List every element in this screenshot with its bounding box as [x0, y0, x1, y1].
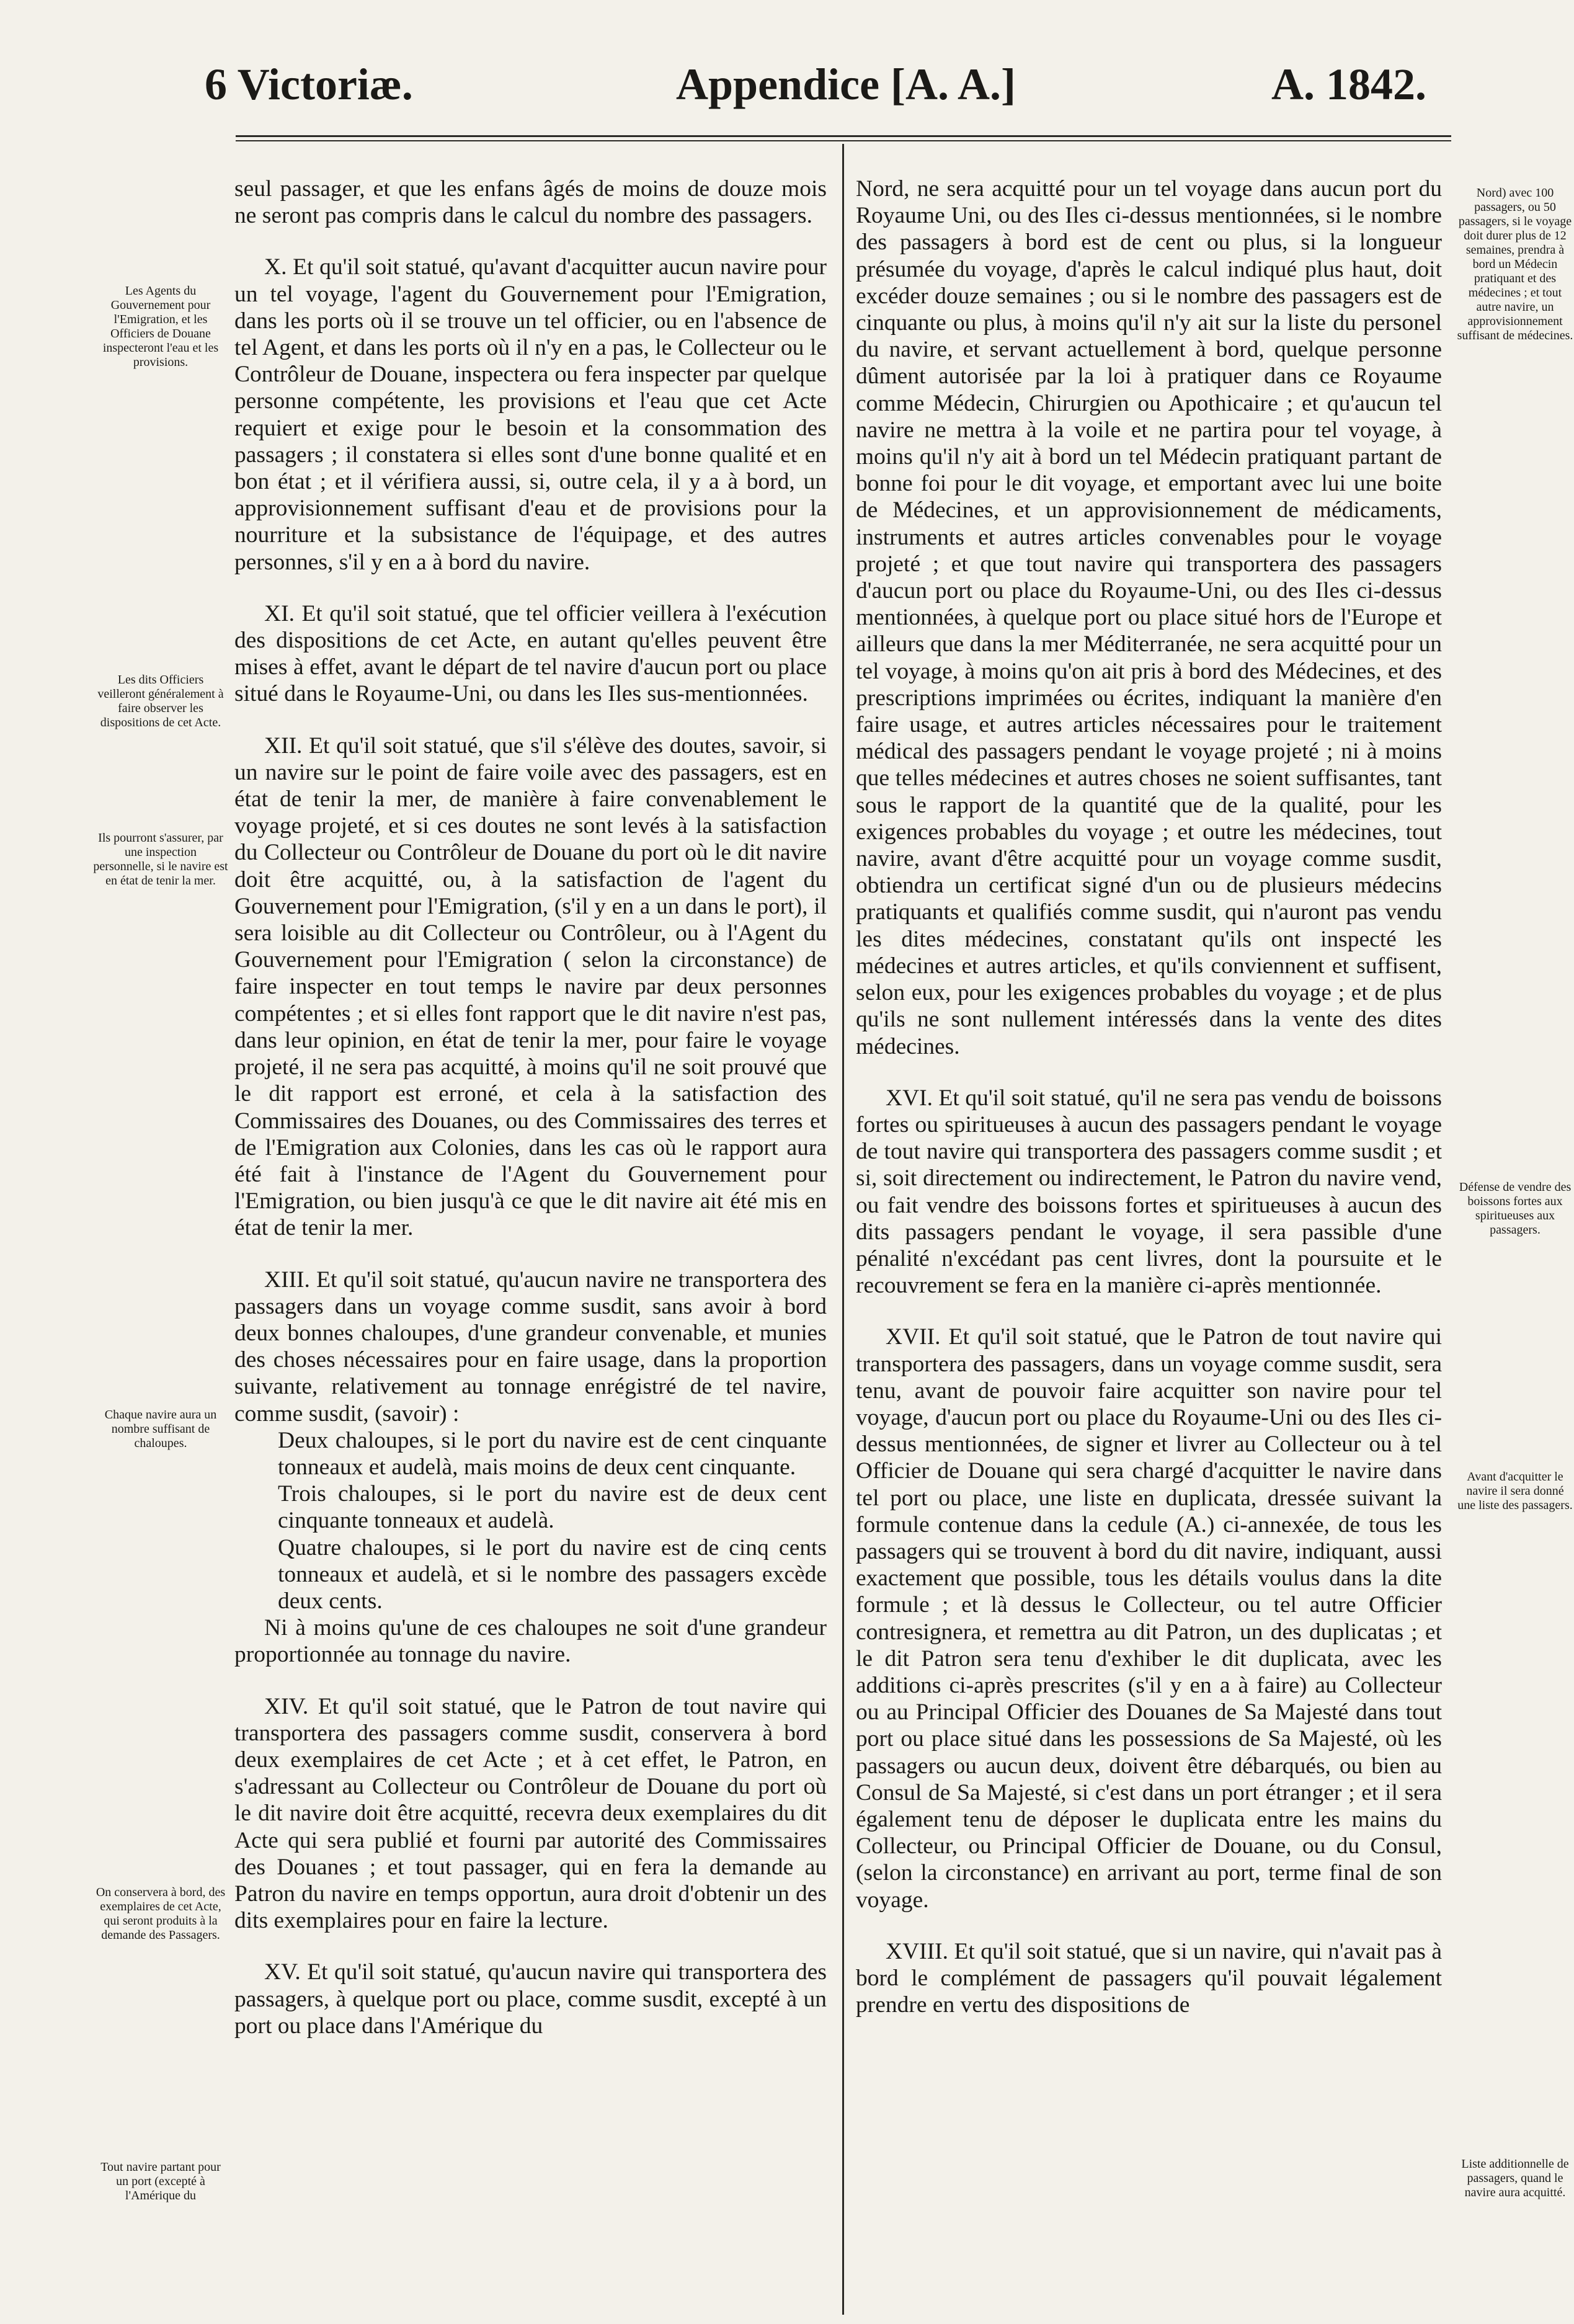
section-xv: XV. Et qu'il soit statué, qu'aucun navire qui transportera des passagers, à quelque port ou place, comme susdit, excepté à un port ou place dans l'Amérique du	[234, 1959, 827, 2039]
column-divider	[842, 144, 844, 2315]
header-session: 6 Victoriæ.	[205, 60, 413, 109]
left-column	[234, 176, 827, 2064]
margin-note-right-2: Défense de vendre des boissons fortes aux spiritueuses aux passagers.	[1459, 1180, 1572, 1237]
section-xvi: XVI. Et qu'il soit statué, qu'il ne sera pas vendu de boissons fortes ou spiritueuses à aucun des passagers pendant le voyage de tout navire qui transportera des passagers comme susdit ; et si, soit directement ou indirectement, le Patron du navire vend, ou fait vendre des boissons fortes et spiritueuses à aucun des dits passagers pendant le voyage, il sera passible d'une pénalité n'excédant pas cent livres, dont la poursuite et le recouvrement se fera en la manière ci-après mentionnée.	[856, 1085, 1442, 1299]
boats-rule-two: Deux chaloupes, si le port du navire est de cent cinquante tonneaux et audelà, mais moins de deux cent cinquante.	[278, 1427, 827, 1480]
header-appendix: Appendice [A. A.]	[676, 60, 1016, 109]
margin-note-left-4: Chaque navire aura un nombre suffisant de chaloupes.	[104, 1408, 217, 1450]
section-xiii: XIII. Et qu'il soit statué, qu'aucun navire ne transportera des passagers dans un voyage comme susdit, sans avoir à bord deux bonnes chaloupes, d'une grandeur convenable, et munies des choses nécessaires pour en faire usage, dans la proportion suivante, relativement au tonnage enrégistré de tel navire, comme susdit, (savoir) :	[234, 1267, 827, 1427]
right-column	[856, 176, 1442, 2043]
margin-note-right-1: Nord) avec 100 passagers, ou 50 passagers, si le voyage doit durer plus de 12 semaines, prendra à bord un Médecin pratiquant et des médecines ; et tout autre navire, un approvisionnement suffisant de médecines.	[1457, 186, 1573, 342]
section-x: X. Et qu'il soit statué, qu'avant d'acquitter aucun navire pour un tel voyage, l'agent du Gouvernement pour l'Emigration, dans les ports où il se trouve un tel officier, ou en l'absence de tel Agent, et dans les ports où il n'y en a pas, le Collecteur ou le Contrôleur de Douane, inspectera ou fera inspecter par quelque personne compétente, les provisions et l'eau que cet Acte requiert et exige pour le besoin et la consommation des passagers ; il constatera si elles sont d'une bonne qualité et en bon état ; et il vérifiera aussi, si, outre cela, il y a à bord, un approvisionnement suffisant d'eau et de provisions pour la nourriture et la subsistance de l'équipage, et des autres personnes, s'il y en a à bord du navire.	[234, 254, 827, 575]
margin-note-left-5: On conservera à bord, des exemplaires de cet Acte, qui seront produits à la demande des Passagers.	[96, 1885, 226, 1942]
section-xvii: XVII. Et qu'il soit statué, que le Patron de tout navire qui transportera des passagers, dans un voyage comme susdit, sera tenu, avant de pouvoir faire acquitter son navire pour tel voyage, d'aucun port ou place du Royaume-Uni ou des Iles ci-dessus mentionnées, de signer et livrer au Collecteur ou à tel Officier de Douane qui sera chargé d'acquitter le navire dans tel port ou place, une liste en duplicata, dressée suivant la formule contenue dans la cedule (A.) ci-annexée, de tous les passagers qui se trouvent à bord du dit navire, indiquant, aussi exactement que possible, tous les détails voulus dans la dite formule ; et là dessus le Collecteur, ou tel autre Officier contresignera, et remettra au dit Patron, un des duplicatas ; et le dit Patron sera tenu d'exhiber le dit duplicata, avec les additions ci-après prescrites (s'il y en a à faire) au Collecteur ou au Principal Officier des Douanes de Sa Majesté dans tout port ou place situé dans les possessions de Sa Majesté, où les passagers ou aucun deux, doivent être débarqués, ou bien au Consul de Sa Majesté, si c'est dans un port étranger ; et il sera également tenu de déposer le duplicata entre les mains du Collecteur, ou Principal Officier de Douane, ou du Consul, (selon la circonstance) en arrivant au port, terme final de son voyage.	[856, 1324, 1442, 1913]
section-xv-continued: Nord, ne sera acquitté pour un tel voyage dans aucun port du Royaume Uni, ou des Iles ci-dessus mentionnées, si le nombre des passagers à bord est de cent ou plus, si la longueur présumée du voyage, d'après le calcul indiqué plus haut, doit excéder douze semaines ; ou si le nombre des passagers est de cinquante ou plus, à moins qu'il n'y ait sur la liste du personel du navire, et servant actuellement à bord, quelque personne dûment autorisée par la loi à pratiquer dans ce Royaume comme Médecin, Chirurgien ou Apothicaire ; et qu'aucun tel navire ne mettra à la voile et ne partira pour tel voyage, à moins qu'il n'y ait à bord un tel Médecin pratiquant partant de bonne foi pour le dit voyage, et emportant avec lui une boite de Médecines, et un approvisionnement de médicaments, instruments et autres articles convenables pour le voyage projeté ; et que tout navire qui transportera des passagers d'aucun port ou place du Royaume-Uni, ou des Iles ci-dessus mentionnées, à quelque port ou place situé hors de l'Europe et ailleurs que dans la mer Méditerranée, ne sera acquitté pour un tel voyage, à moins qu'on ait pris à bord des Médecines, et des prescriptions imprimées ou écrites, indiquant la manière d'en faire usage, et autres articles nécessaires pour le traitement médical des passagers pendant le voyage projeté ; ni à moins que telles médecines et autres choses ne soient suffisantes, tant sous le rapport de la quantité que de la qualité, pour les exigences probables du voyage ; et outre les médecines, tout navire, avant d'être acquitté pour un voyage comme susdit, obtiendra un certificat signé d'un ou de plusieurs médecins pratiquants et qualifiés comme susdit, qui n'auront pas vendu les dites médecines, constatant qu'ils ont inspecté les médecines et autres articles, et qu'ils conviennent et suffisent, selon eux, pour les exigences probables du voyage ; et de plus qu'ils ne sont nullement intéressés dans la vente des dites médecines.	[856, 176, 1442, 1059]
boats-rule-three: Trois chaloupes, si le port du navire est de deux cent cinquante tonneaux et audelà.	[278, 1481, 827, 1534]
margin-note-left-1: Les Agents du Gouvernement pour l'Emigration, et les Officiers de Douane inspecteront l'eau et les provisions.	[102, 284, 219, 369]
margin-note-left-3: Ils pourront s'assurer, par une inspection personnelle, si le navire est en état de tenir la mer.	[93, 831, 228, 888]
margin-note-right-3: Avant d'acquitter le navire il sera donné une liste des passagers.	[1457, 1470, 1573, 1512]
section-xviii: XVIII. Et qu'il soit statué, que si un navire, qui n'avait pas à bord le complément de passagers qu'il pouvait légalement prendre en vertu des dispositions de	[856, 1938, 1442, 2018]
boats-rule-proviso: Ni à moins qu'une de ces chaloupes ne soit d'une grandeur proportionnée au tonnage du navire.	[234, 1615, 827, 1668]
header-year: A. 1842.	[1271, 60, 1426, 109]
section-xi: XI. Et qu'il soit statué, que tel officier veillera à l'exécution des dispositions de cet Acte, en autant qu'elles peuvent être mises à effet, avant le départ de tel navire d'aucun port ou place situé dans le Royaume-Uni, ou dans les Iles sus-mentionnées.	[234, 600, 827, 707]
section-xiv: XIV. Et qu'il soit statué, que le Patron de tout navire qui transportera des passagers comme susdit, conservera à bord deux exemplaires de cet Acte ; et à cet effet, le Patron, en s'adressant au Collecteur ou Contrôleur de Douane du port où le dit navire doit être acquitté, recevra deux exemplaires du dit Acte qui sera publié et fourni par autorité des Commissaires des Douanes ; et tout passager, qui en fera la demande au Patron du navire en temps opportun, aura droit d'obtenir un des dits exemplaires pour en faire la lecture.	[234, 1693, 827, 1934]
boats-rule-four: Quatre chaloupes, si le port du navire est de cinq cents tonneaux et audelà, et si le nombre des passagers excède deux cents.	[278, 1534, 827, 1614]
margin-note-right-4: Liste additionnelle de passagers, quand le navire aura acquitté.	[1461, 2157, 1569, 2199]
header-rule-thin	[236, 140, 1451, 141]
header-rule	[236, 135, 1451, 137]
section-xii: XII. Et qu'il soit statué, que s'il s'élève des doutes, savoir, si un navire sur le point de faire voile avec des passagers, est en état de tenir la mer, de manière à faire convenablement le voyage projeté, et si ces doutes ne sont levés à la satisfaction du Collecteur ou Contrôleur de Douane du port où le dit navire doit être acquitté, ou, à la satisfaction de l'agent du Gouvernement pour l'Emigration, (s'il y en a un dans le port), il sera loisible au dit Collecteur ou Contrôleur, ou à l'Agent du Gouvernement pour l'Emigration ( selon la circonstance) de faire inspecter en tout temps le navire par deux personnes compétentes ; et si elles font rapport que le dit navire n'est pas, dans leur opinion, en état de tenir la mer, pour faire le voyage projeté, il ne sera pas acquitté, à moins qu'il ne soit prouvé que le dit rapport est erroné, et cela à la satisfaction des Commissaires des Douanes, ou des Commissaires des terres et de l'Emigration aux Colonies, dans les cas où le rapport aura été fait à l'instance de l'Agent du Gouvernement pour l'Emigration, ou bien jusqu'à ce que le dit navire ait été mis en état de tenir la mer.	[234, 732, 827, 1241]
left-paragraph-continued: seul passager, et que les enfans âgés de moins de douze mois ne seront pas compris dans le calcul du nombre des passagers.	[234, 176, 827, 229]
margin-note-left-6: Tout navire partant pour un port (excepté à l'Amérique du	[100, 2160, 221, 2202]
margin-note-left-2: Les dits Officiers veilleront généralement à faire observer les dispositions de cet Acte.	[97, 673, 224, 729]
